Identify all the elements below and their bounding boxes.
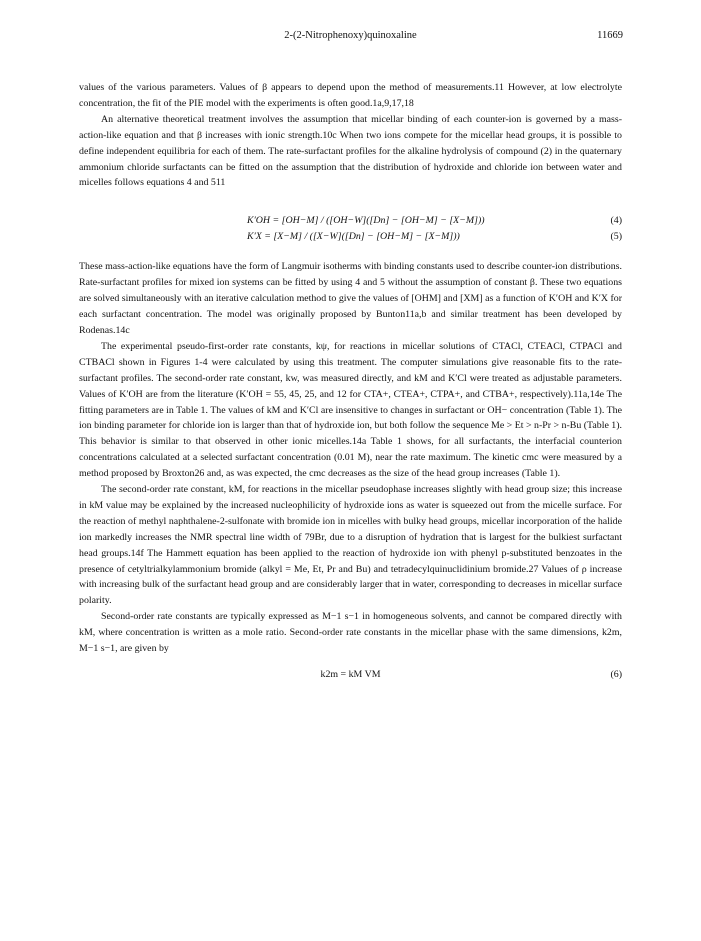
equation-5 xyxy=(79,229,622,245)
equation-4-number: (4) xyxy=(610,215,622,227)
running-header xyxy=(78,29,623,43)
running-title: 2-(2-Nitrophenoxy)quinoxaline xyxy=(284,30,417,41)
equation-5-number: (5) xyxy=(610,231,622,243)
paragraph-5: The second-order rate constant, kM, for reactions in the micellar pseudophase increases slightly with head group size; this increase in kM value may be explained by the increased nucleophilicity of hydroxide ions as water is squeezed out from the micelle surface. For the reaction of methyl naphthalene-2-sulfonate with bromide ion in micelles with bulky head groups, micellar incorporation of the halide ion markedly increases the NMR spectral line width of 79Br, due to a disruption of hydration that is largest for the bulkiest surfactant head groups.14f The Hammett equation has been applied to the reaction of hydroxide ion with phenyl p-substituted benzoates in the presence of cetyltrialkylammonium bromide (alkyl = Me, Et, Pr and Bu) and tetradecylquinuclidinium bromide.27 Values of ρ increase with increasing bulk of the surfactant head group and are considerably larger that in water, corresponding to decreases in micellar surface polarity. xyxy=(79,484,622,607)
equation-4 xyxy=(79,213,622,229)
paragraph-4: The experimental pseudo-first-order rate constants, kψ, for reactions in micellar solutions of CTACl, CTEACl, CTPACl and CTBACl shown in Figures 1-4 were calculated by using this treatment. The computer simulations give reasonable fits to the rate-surfactant profiles. The second-order rate constant, kw, was measured directly, and kM and K′Cl were treated as adjustable parameters. Values of K′OH are from the literature (K′OH = 55, 45, 25, and 12 for CTA+, CTEA+, CTPA+, and CTBA+, respectively).11a,14e The fitting parameters are in Table 1. The values of kM and K′Cl are insensitive to changes in surfactant or OH− concentration (Table 1). The ion binding parameter for chloride ion is larger than that of hydroxide ion, but both follow the sequence Me > Et > n-Pr > n-Bu (Table 1). This behavior is similar to that observed in other ionic micelles.14a Table 1 shows, for all surfactants, the interfacial counterion concentrations calculated at a selected surfactant concentration (0.01 M), near the rate maximum. The kinetic cmc were measured by a method proposed by Broxton26 and, as was expected, the cmc decreases as the size of the head group increases (Table 1). xyxy=(79,340,622,480)
paragraph-3: These mass-action-like equations have the form of Langmuir isotherms with binding constants used to describe counter-ion distributions. Rate-surfactant profiles for mixed ion systems can be fitted by using 4 and 5 without the assumption of constant β. These two equations are solved simultaneously with an iterative calculation method to give the values of [OHM] and [XM] as a function of K′OH and K′X for each surfactant concentration. The model was originally proposed by Bunton11a,b and similar treatment has been developed by Rodenas.14c xyxy=(79,261,622,336)
equation-4-text: K′OH = [OH−M] / ([OH−W]([Dn] − [OH−M] − [X−M])) xyxy=(247,215,485,227)
equation-6 xyxy=(79,667,622,683)
paragraph-1: values of the various parameters. Values of β appears to depend upon the method of measurements.11 However, at low electrolyte concentration, the fit of the PIE model with the experiments is often good.1a,9,17,18 xyxy=(79,82,622,109)
paragraph-6: Second-order rate constants are typically expressed as M−1 s−1 in homogeneous solvents, and cannot be compared directly with kM, where concentration is written as a mole ratio. Second-order rate constants in the micellar phase with the same dimensions, k2m, M−1 s−1, are given by xyxy=(79,611,622,655)
paragraph-2: An alternative theoretical treatment involves the assumption that micellar binding of each counter-ion is governed by a mass-action-like equation and that β increases with ionic strength.10c When two ions compete for the micellar head groups, it is possible to define independent equilibria for each of them. The rate-surfactant profiles for the alkaline hydrolysis of compound (2) in the quaternary ammonium chloride surfactants can be fitted on the assumption that the distribution of hydroxide and chloride ion between water and micelles follows equations 4 and 511 xyxy=(79,113,622,189)
equation-6-text: k2m = kM VM xyxy=(320,669,381,680)
equation-6-number: (6) xyxy=(610,669,622,680)
body-text xyxy=(79,80,622,683)
page-number: 11669 xyxy=(597,30,623,41)
equation-5-text: K′X = [X−M] / ([X−W]([Dn] − [OH−M] − [X−M])) xyxy=(247,231,460,243)
